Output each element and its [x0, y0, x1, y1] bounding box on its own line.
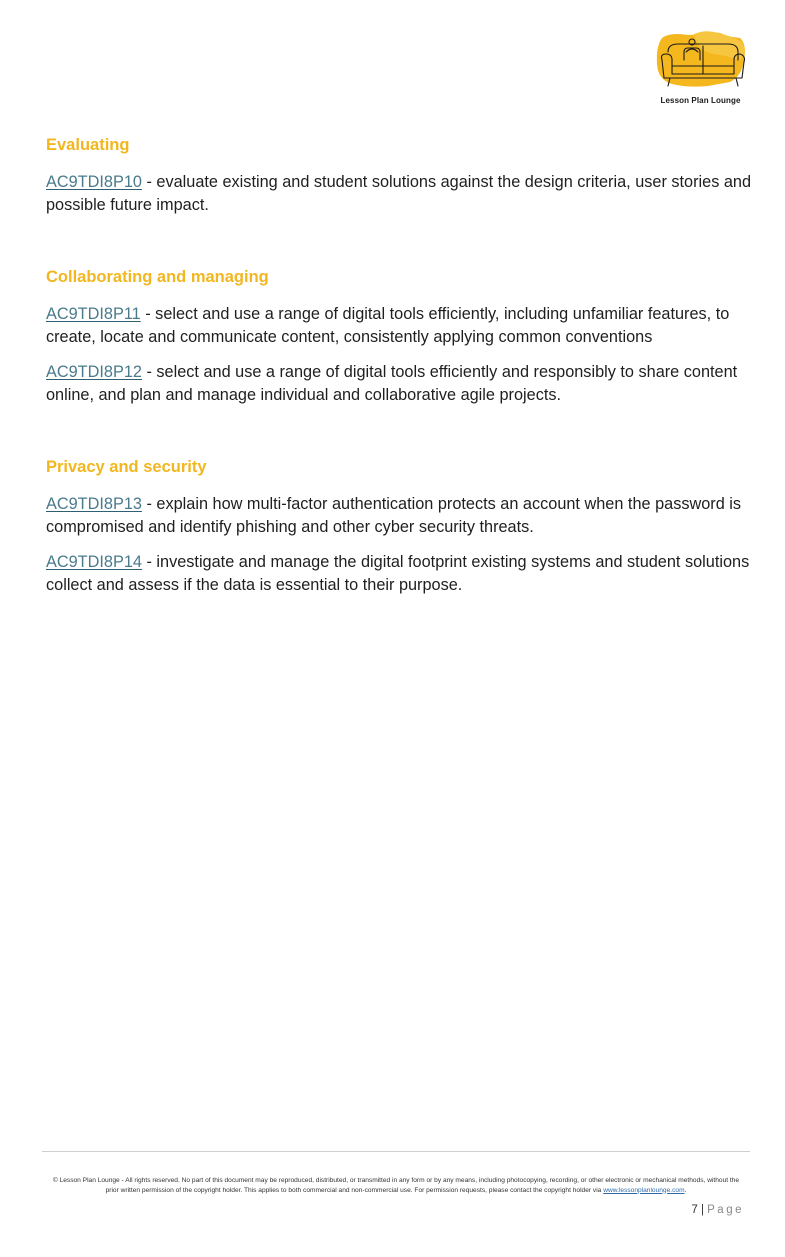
section-collaborating-and-managing	[46, 266, 752, 407]
page-label: Page	[707, 1204, 744, 1216]
descriptor-code-link[interactable]: AC9TDI8P11	[46, 305, 141, 323]
logo	[648, 30, 753, 110]
descriptor-code-link[interactable]: AC9TDI8P13	[46, 495, 142, 513]
document-body	[46, 134, 752, 609]
descriptor-text: - evaluate existing and student solutions against the design criteria, user stories and possible future impact.	[46, 173, 752, 214]
section-heading: Evaluating	[46, 136, 130, 154]
descriptor-text: - select and use a range of digital tools efficiently, including unfamiliar features, to create, locate and communicate content, consistently applying common conventions	[46, 305, 730, 346]
page-number-value: 7	[691, 1204, 698, 1216]
footer-divider	[42, 1151, 750, 1152]
section-heading: Privacy and security	[46, 458, 207, 476]
descriptor-code-link[interactable]: AC9TDI8P14	[46, 553, 142, 571]
content-descriptor	[46, 303, 752, 349]
sofa-logo-icon	[648, 30, 753, 96]
section-evaluating	[46, 134, 752, 217]
descriptor-text: - explain how multi-factor authentication protects an account when the password is compromised and identify phishing and other cyber security threats.	[46, 495, 742, 536]
link-suffix: .	[684, 1186, 687, 1194]
page-number	[691, 1204, 744, 1216]
content-descriptor	[46, 361, 752, 407]
website-link[interactable]: www.lessonplanlounge.com	[603, 1186, 685, 1194]
section-privacy-and-security	[46, 456, 752, 597]
copyright-text: © Lesson Plan Lounge - All rights reserved. No part of this document may be reproduced, distributed, or transmitted in any form or by any means, including photocopying, recording, or other electronic or mechanical methods, without the prior written permission of the copyright holder. This applies to both commercial and non-commercial use. For permission requests, please contact the copyright holder via	[52, 1177, 740, 1194]
descriptor-code-link[interactable]: AC9TDI8P10	[46, 173, 142, 191]
descriptor-text: - investigate and manage the digital footprint existing systems and student solutions collect and assess if the data is essential to their purpose.	[46, 553, 750, 594]
logo-text: Lesson Plan Lounge	[660, 96, 741, 105]
footer-copyright	[46, 1176, 746, 1195]
descriptor-text: - select and use a range of digital tools efficiently and responsibly to share content online, and plan and manage individual and collaborative agile projects.	[46, 363, 738, 404]
content-descriptor	[46, 493, 752, 539]
descriptor-code-link[interactable]: AC9TDI8P12	[46, 363, 142, 381]
section-heading: Collaborating and managing	[46, 268, 269, 286]
content-descriptor	[46, 171, 752, 217]
content-descriptor	[46, 551, 752, 597]
page-separator: |	[697, 1204, 708, 1216]
